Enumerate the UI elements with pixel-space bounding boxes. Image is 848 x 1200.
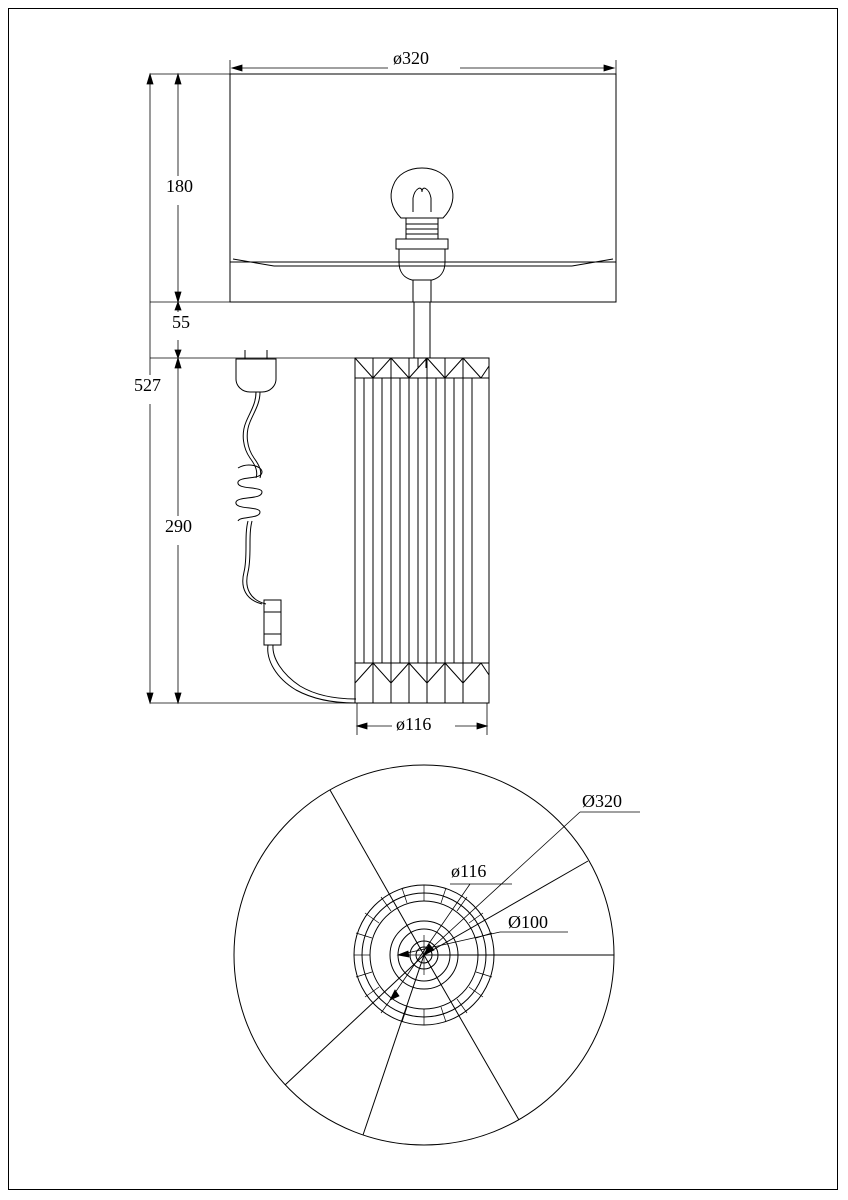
label-plan-inner-diameter: Ø100 [508,912,548,932]
label-shade-diameter: ø320 [393,48,429,68]
label-plan-shade-diameter: Ø320 [582,791,622,811]
label-base-diameter: ø116 [396,714,432,734]
label-plan-base-diameter: ø116 [451,861,487,881]
power-cord [236,350,356,703]
label-shade-height: 180 [166,176,193,196]
light-bulb [391,168,453,302]
label-total-height: 527 [134,375,161,395]
top-plan-view [234,765,640,1145]
lamp-body [355,358,489,703]
label-base-height: 290 [165,516,192,536]
lamp-shade-outline [230,74,616,302]
leader-plan-shade-diameter [424,812,640,955]
label-neck-height: 55 [172,312,190,332]
extension-lines [150,74,355,703]
leader-plan-base-diameter [390,884,512,1000]
